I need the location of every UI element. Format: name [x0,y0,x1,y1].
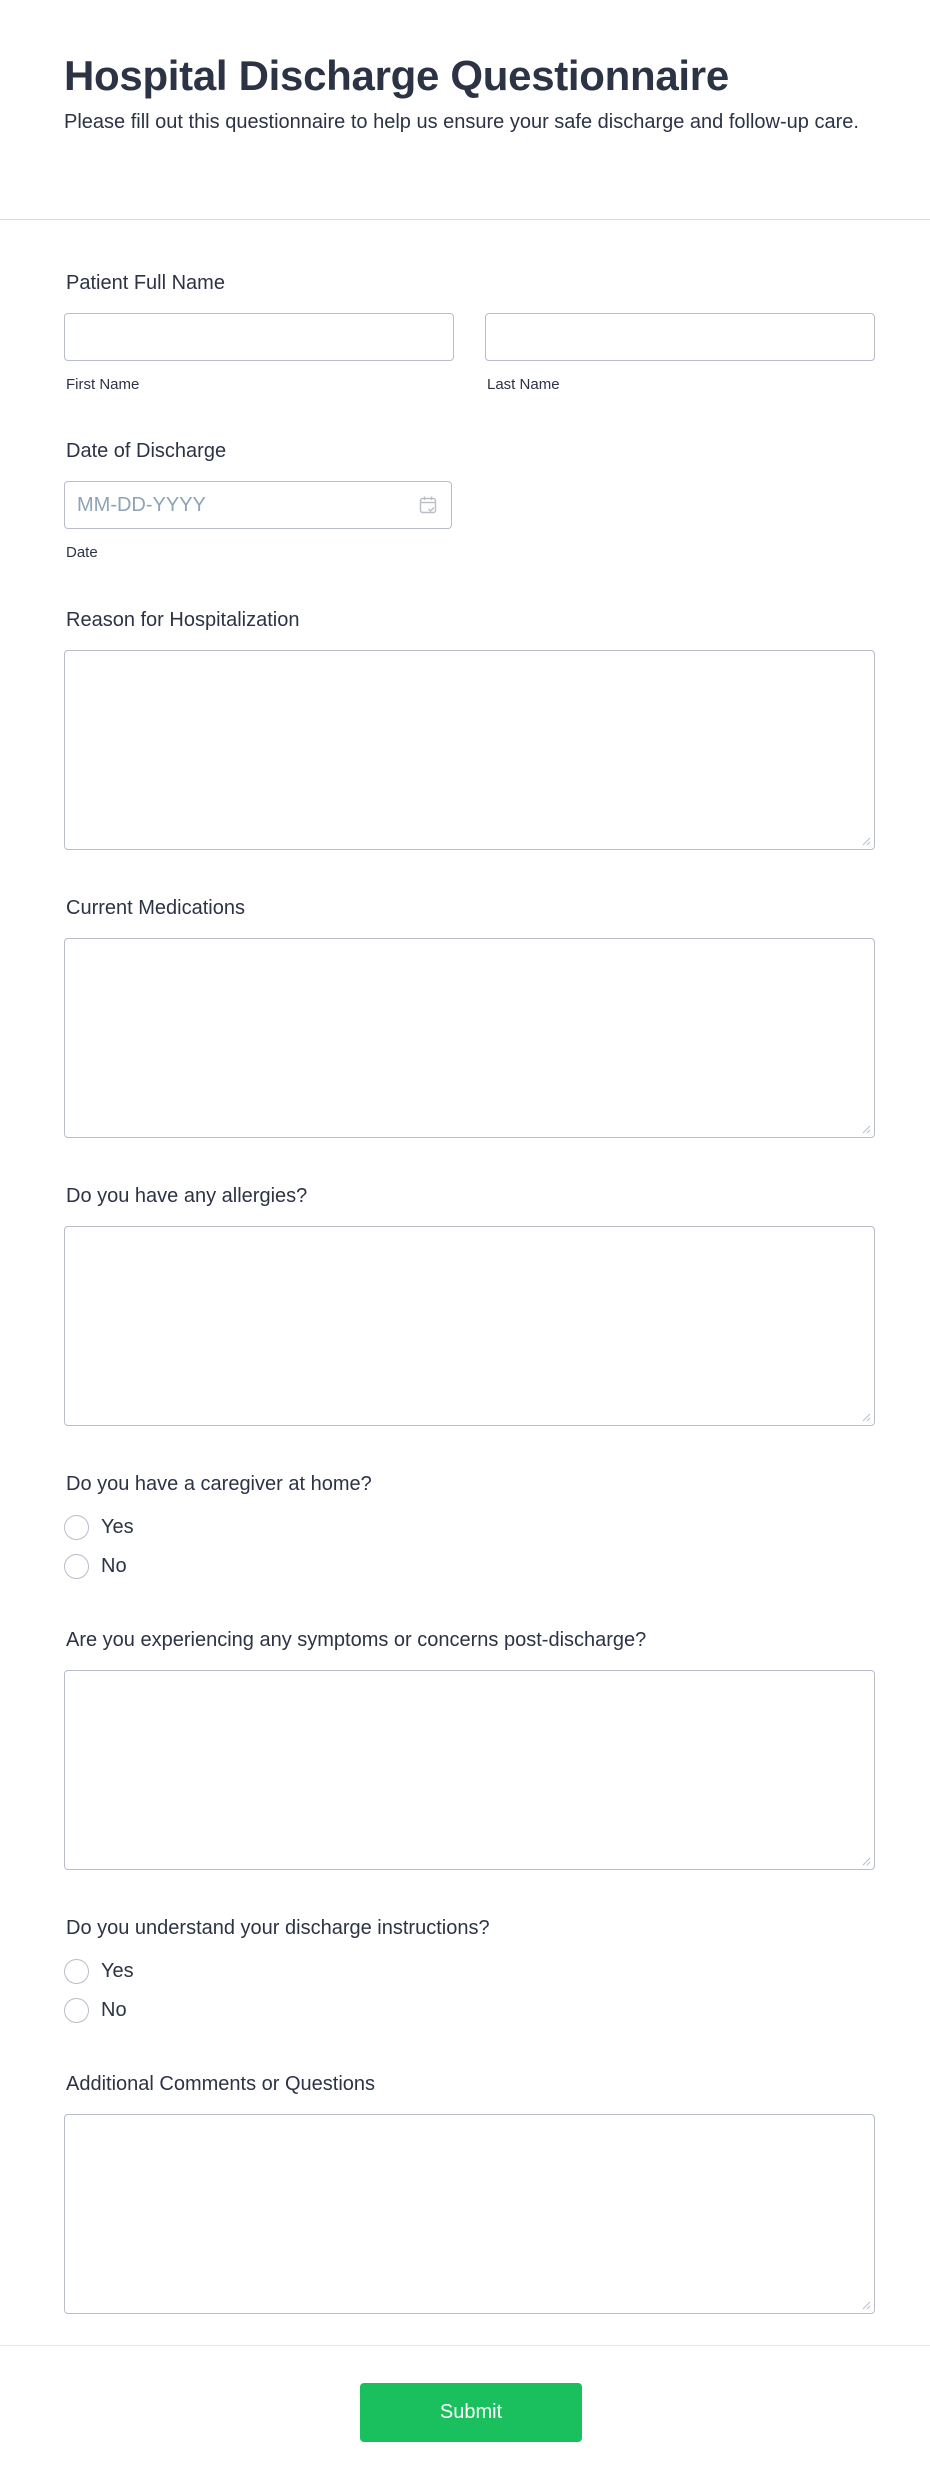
form-header [0,0,930,220]
first-name-sublabel: First Name [66,376,140,393]
medications-textarea[interactable] [64,938,875,1138]
radio-label[interactable]: No [101,1998,127,2021]
page-title: Hospital Discharge Questionnaire [64,52,729,99]
patient-name-label: Patient Full Name [66,272,225,294]
resize-handle-icon[interactable] [862,2301,871,2310]
radio-button[interactable] [64,1554,89,1579]
footer-divider [0,2345,930,2346]
allergies-textarea[interactable] [64,1226,875,1426]
reason-input[interactable] [65,651,874,849]
discharge-date-field[interactable] [64,481,452,529]
medications-label: Current Medications [66,897,245,919]
caregiver-label: Do you have a caregiver at home? [66,1473,372,1495]
resize-handle-icon[interactable] [862,1413,871,1422]
calendar-icon[interactable] [419,495,437,515]
resize-handle-icon[interactable] [862,1857,871,1866]
radio-button[interactable] [64,1515,89,1540]
caregiver-option-yes[interactable] [64,1514,134,1540]
instructions-option-no[interactable] [64,1997,127,2023]
medications-input[interactable] [65,939,874,1137]
allergies-label: Do you have any allergies? [66,1185,308,1207]
comments-textarea[interactable] [64,2114,875,2314]
resize-handle-icon[interactable] [862,837,871,846]
first-name-input[interactable] [65,314,453,360]
instructions-option-yes[interactable] [64,1958,134,1984]
last-name-sublabel: Last Name [487,376,560,393]
instructions-label: Do you understand your discharge instructions? [66,1917,490,1939]
radio-button[interactable] [64,1959,89,1984]
symptoms-label: Are you experiencing any symptoms or concerns post-discharge? [66,1629,647,1651]
symptoms-input[interactable] [65,1671,874,1869]
last-name-field[interactable] [485,313,875,361]
reason-label: Reason for Hospitalization [66,609,300,631]
radio-label[interactable]: No [101,1554,127,1577]
first-name-field[interactable] [64,313,454,361]
allergies-input[interactable] [65,1227,874,1425]
page-subtitle: Please fill out this questionnaire to help us ensure your safe discharge and follow-up care. [64,111,859,133]
discharge-date-input[interactable] [65,482,451,528]
discharge-date-sublabel: Date [66,544,98,561]
last-name-input[interactable] [486,314,874,360]
discharge-date-label: Date of Discharge [66,440,227,462]
symptoms-textarea[interactable] [64,1670,875,1870]
comments-label: Additional Comments or Questions [66,2073,376,2095]
caregiver-option-no[interactable] [64,1553,127,1579]
radio-label[interactable]: Yes [101,1515,134,1538]
radio-button[interactable] [64,1998,89,2023]
reason-textarea[interactable] [64,650,875,850]
radio-label[interactable]: Yes [101,1959,134,1982]
comments-input[interactable] [65,2115,874,2313]
submit-button[interactable]: Submit [360,2383,582,2442]
resize-handle-icon[interactable] [862,1125,871,1134]
